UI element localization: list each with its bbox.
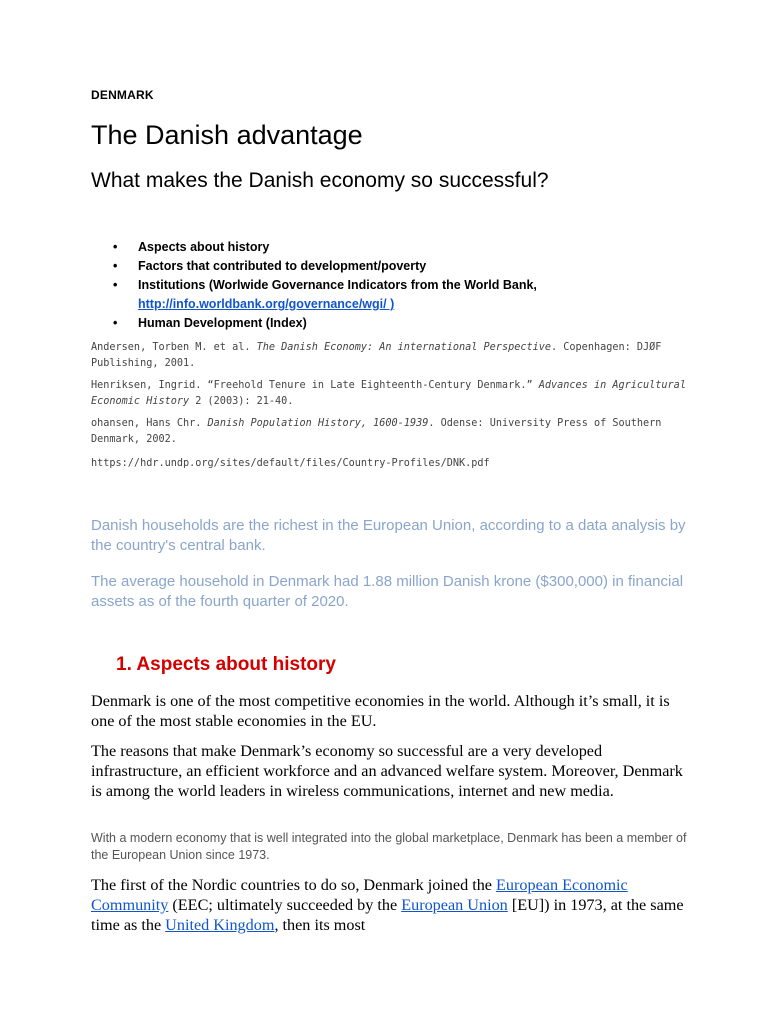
worldbank-link[interactable]: http://info.worldbank.org/governance/wgi/ ): [138, 297, 395, 311]
link-european-union[interactable]: European Union: [401, 896, 508, 914]
list-item: [91, 238, 711, 257]
reference-title: Danish Population History, 1600-1939: [207, 418, 429, 429]
list-item: [91, 257, 711, 276]
reference-entry: [91, 340, 691, 372]
reference-publisher: 2 (2003): 21-40.: [189, 396, 294, 407]
reference-publisher: . Odense: University Press of Southern Denmark, 2002.: [91, 418, 662, 445]
list-item-text: Human Development (Index): [138, 316, 307, 330]
reference-author: ohansen, Hans Chr.: [91, 418, 208, 429]
paragraph-eu-member: With a modern economy that is well integrated into the global marketplace, Denmark has been a member of the European Union since 1973.: [91, 831, 687, 862]
paragraph-reasons: The reasons that make Denmark’s economy so successful are a very developed infrastructure, an efficient workforce and an advanced welfare system. Moreover, Denmark is among the world leaders in wireless communications, internet and new media.: [91, 742, 683, 800]
quote-average-household: The average household in Denmark had 1.88 million Danish krone ($300,000) in financial assets as of the fourth quarter of 2020.: [91, 573, 684, 610]
list-item: [91, 314, 711, 333]
paragraph-text: The first of the Nordic countries to do so, Denmark joined the: [91, 876, 497, 894]
reference-author: Henriksen, Ingrid. “Freehold Tenure in Late Eighteenth-Century Denmark.”: [91, 380, 539, 391]
paragraph-text: , then its most: [274, 916, 366, 934]
link-united-kingdom[interactable]: United Kingdom: [165, 916, 275, 934]
list-item: [91, 276, 711, 314]
reference-entry: [91, 378, 691, 410]
list-item-text: Aspects about history: [138, 240, 270, 254]
paragraph-competitive: Denmark is one of the most competitive economies in the world. Although it’s small, it is one of the most stable economies in the EU.: [91, 692, 670, 730]
page-title: The Danish advantage: [91, 120, 363, 150]
reference-title: The Danish Economy: An international Perspective: [256, 342, 552, 353]
quote-richest-households: Danish households are the richest in the European Union, according to a data analysis by the country's central bank.: [91, 517, 686, 554]
section-heading-history: 1. Aspects about history: [116, 654, 336, 675]
reference-publisher: . Copenhagen: DJØF Publishing, 2001.: [91, 342, 662, 369]
topic-list: [91, 238, 711, 333]
list-item-text: Factors that contributed to development/poverty: [138, 259, 427, 273]
paragraph-text: (EEC; ultimately succeeded by the: [168, 896, 402, 914]
document-kicker: DENMARK: [91, 88, 154, 102]
reference-url: https://hdr.undp.org/sites/default/files/Country-Profiles/DNK.pdf: [91, 458, 490, 469]
paragraph-text: [EU]) in 1973, at the same time as the: [91, 896, 684, 934]
reference-author: Andersen, Torben M. et al.: [91, 342, 257, 353]
list-item-text: Institutions (Worlwide Governance Indicators from the World Bank,: [138, 278, 537, 292]
reference-entry: [91, 416, 691, 448]
paragraph-nordic: [91, 875, 691, 935]
link-european-economic-community[interactable]: European Economic Community: [91, 876, 628, 914]
page-subtitle: What makes the Danish economy so successful?: [91, 169, 549, 192]
reference-title: Advances in Agricultural Economic History: [91, 380, 686, 407]
